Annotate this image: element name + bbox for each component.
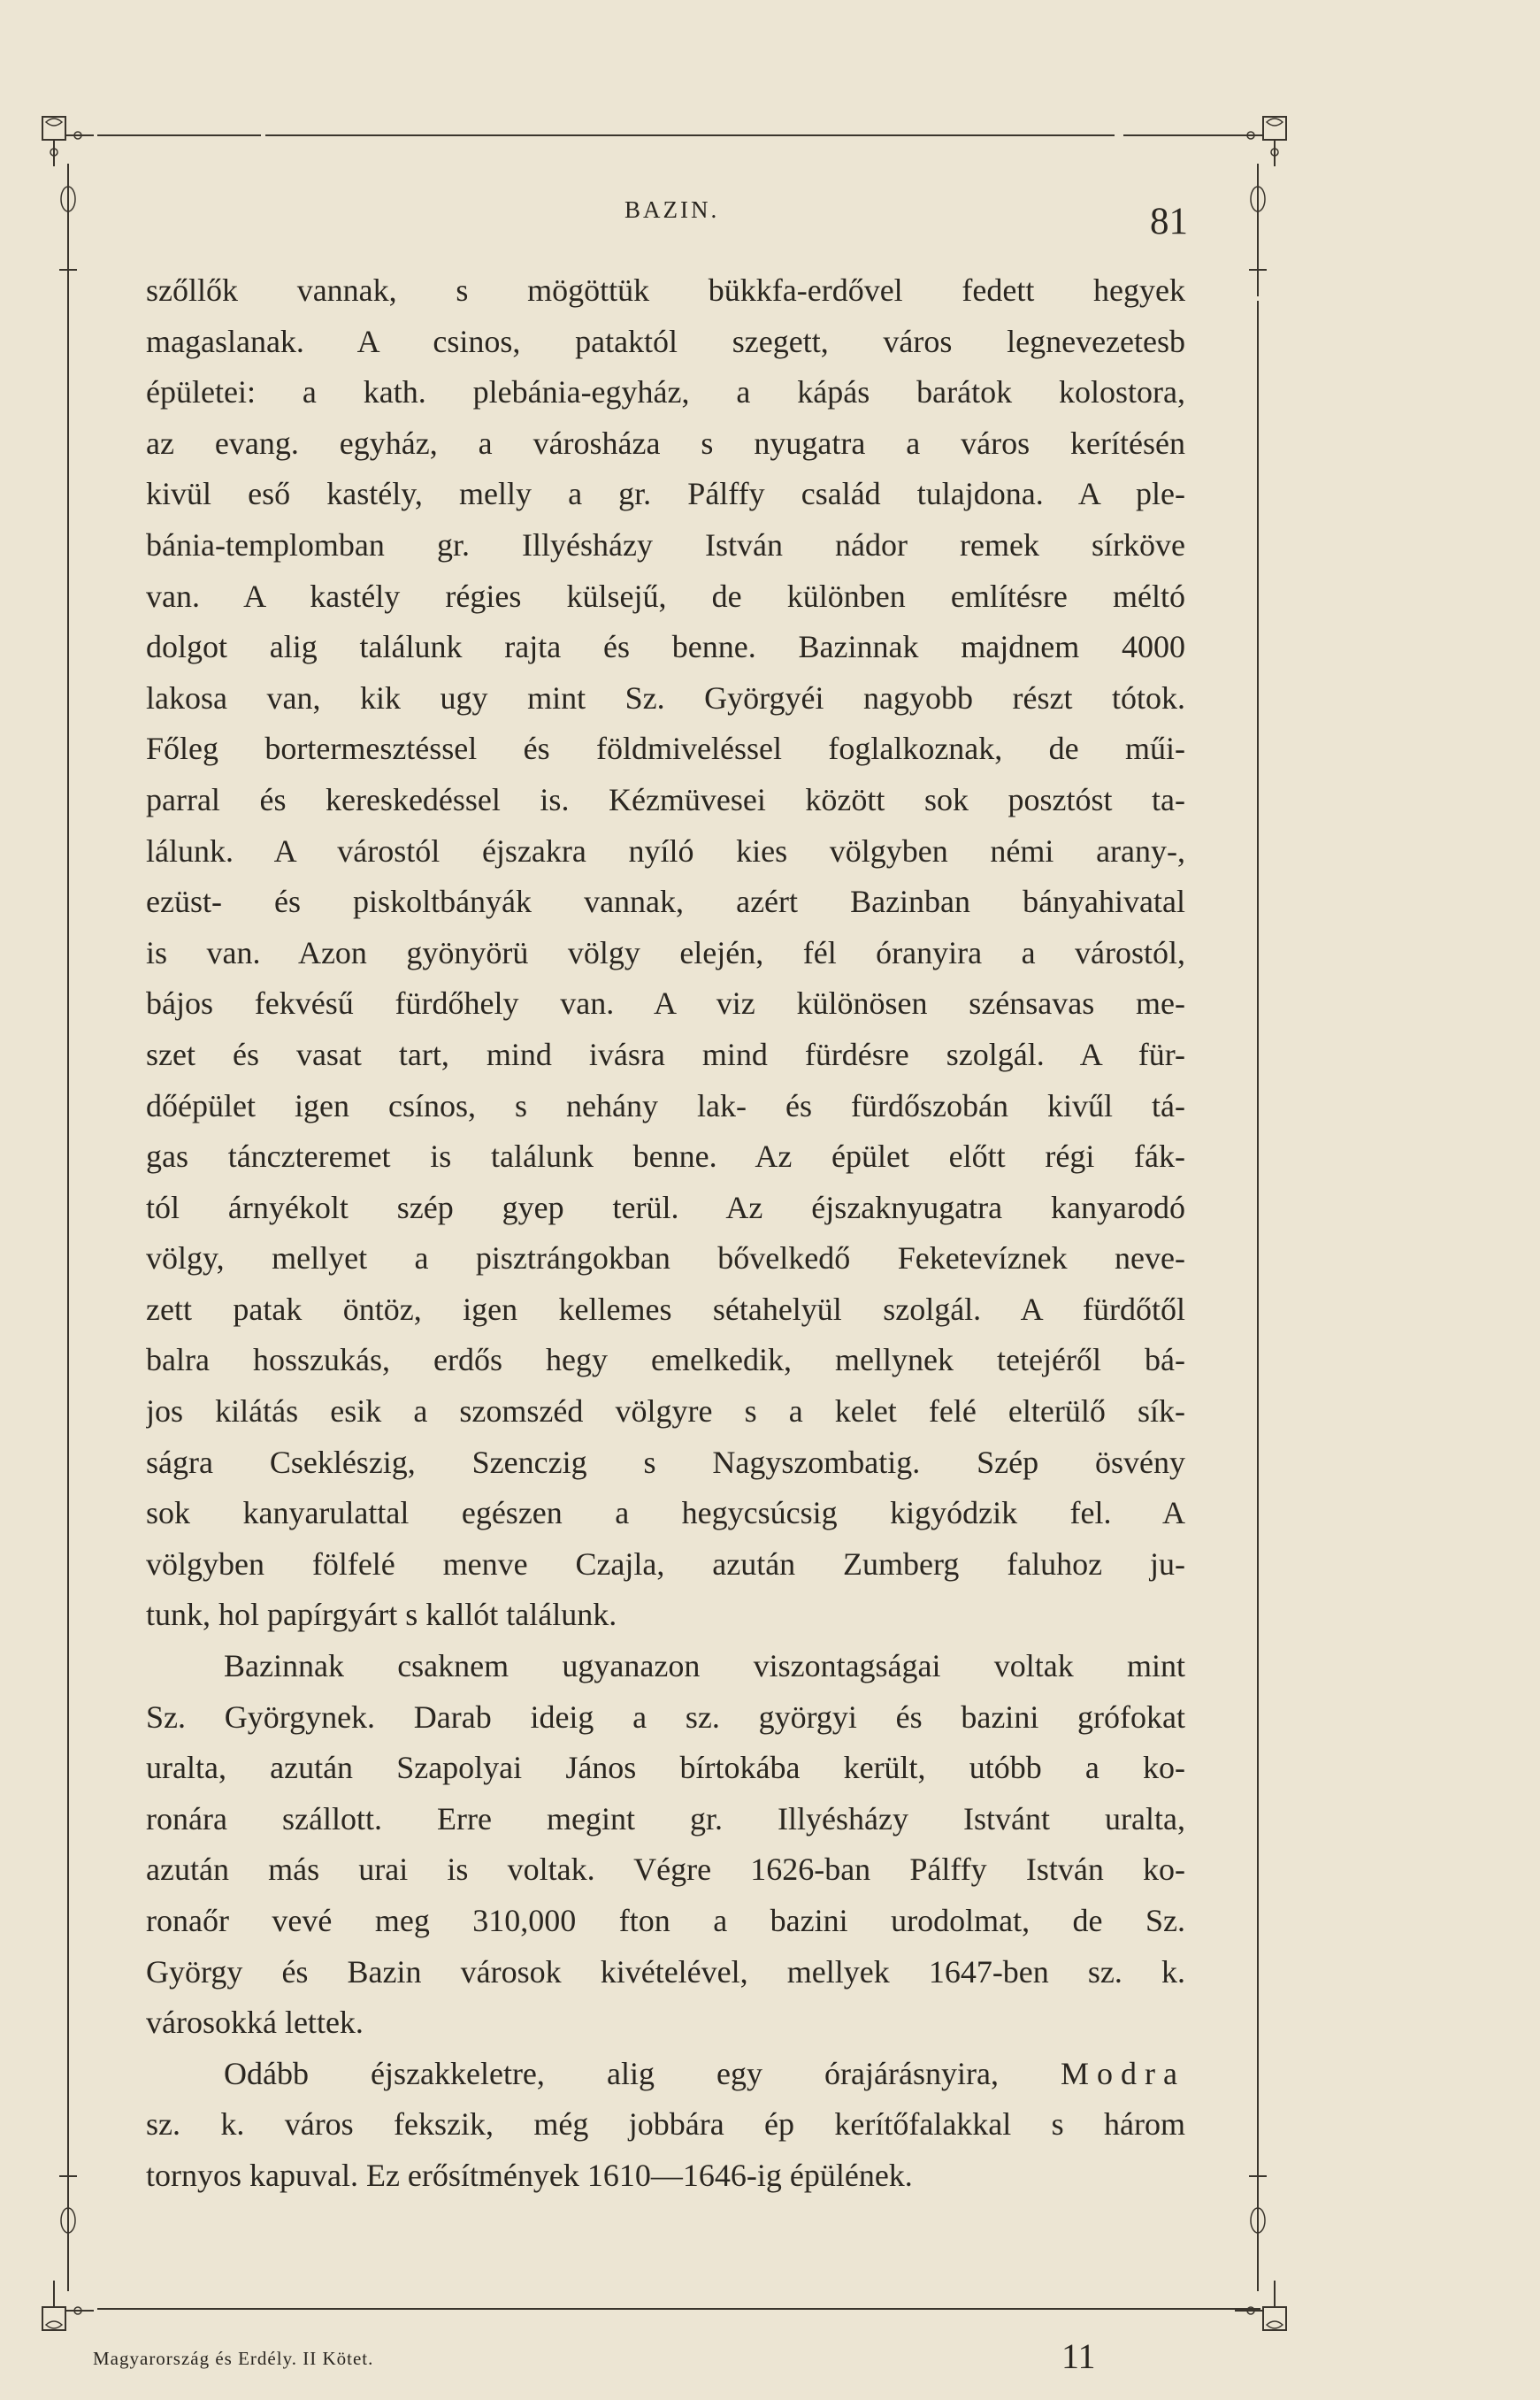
side-ornament-lower-left-icon: [57, 2158, 80, 2291]
text-line: ezüst- és piskoltbányák vannak, azért Bazinban bányahivatal: [146, 884, 1185, 920]
text-line: azután más urai is voltak. Végre 1626-ban Pálffy István ko-: [146, 1852, 1185, 1888]
text-line: parral és kereskedéssel is. Kézmüvesei között sok posztóst ta-: [146, 781, 1185, 817]
frame-top-rule: [265, 134, 1115, 136]
text-line: lálunk. A várostól éjszakra nyíló kies völgyben némi arany-,: [146, 832, 1185, 869]
text-line: Bazinnak csaknem ugyanazon viszontagságai voltak mint: [224, 1648, 1185, 1684]
text-line: ronaőr vevé meg 310,000 fton a bazini urodolmat, de Sz.: [146, 1903, 1185, 1938]
text-line: sok kanyarulattal egészen a hegycsúcsig kigyódzik fel. A: [146, 1495, 1185, 1531]
text-line: gas tánczteremet is találunk benne. Az épület előtt régi fák-: [146, 1139, 1185, 1175]
text-line: dőépület igen csínos, s nehány lak- és fürdőszobán kivűl tá-: [146, 1087, 1185, 1123]
page-header: [0, 188, 1540, 241]
text-line: György és Bazin városok kivételével, mellyek 1647-ben sz. k.: [146, 1953, 1185, 1990]
text-line: épületei: a kath. plebánia-egyház, a kápás barátok kolostora,: [146, 374, 1185, 410]
text-line: sz. k. város fekszik, még jobbára ép kerítőfalakkal s három: [146, 2106, 1185, 2143]
text-line: lakosa van, kik ugy mint Sz. Györgyéi nagyobb részt tótok.: [146, 679, 1185, 716]
corner-ornament-top-left-icon: [39, 111, 94, 166]
text-line: is van. Azon gyönyörü völgy elején, fél óranyira a várostól,: [146, 934, 1185, 970]
page-footer: [93, 2335, 1154, 2388]
text-line-segment: Odább éjszakkeletre, alig egy órajárásnyira,: [224, 2055, 999, 2091]
text-line: jos kilátás esik a szomszéd völgyre s a kelet felé elterülő sík-: [146, 1393, 1185, 1430]
sheet-number: 11: [1061, 2336, 1096, 2376]
text-line: van. A kastély régies külsejű, de különben említésre méltó: [146, 578, 1185, 614]
frame-right-rule: [1257, 301, 1259, 2176]
text-line: Sz. Györgynek. Darab ideig a sz. györgyi és bazini grófokat: [146, 1698, 1185, 1735]
text-line: tornyos kapuval. Ez erősítmények 1610—1646-ig épülének.: [146, 2157, 913, 2193]
text-line: bájos fekvésű fürdőhely van. A viz különösen szénsavas me-: [146, 985, 1185, 1022]
text-line: bánia-templomban gr. Illyésházy István nádor remek sírköve: [146, 526, 1185, 563]
body-text: [146, 265, 1185, 2202]
text-line: zett patak öntöz, igen kellemes sétahelyül szolgál. A fürdőtől: [146, 1291, 1185, 1327]
text-line: tól árnyékolt szép gyep terül. Az éjszaknyugatra kanyarodó: [146, 1189, 1185, 1225]
frame-top-rule-left: [97, 134, 261, 136]
running-title: BAZIN.: [624, 196, 720, 223]
page-number: 81: [1150, 201, 1188, 242]
text-line: tunk, hol papírgyárt s kallót találunk.: [146, 1597, 617, 1633]
text-line: kivül eső kastély, melly a gr. Pálffy család tulajdona. A ple-: [146, 476, 1185, 512]
text-line: uralta, azután Szapolyai János bírtokába került, utóbb a ko-: [146, 1750, 1185, 1786]
side-ornament-lower-right-icon: [1246, 2158, 1269, 2291]
text-line: [146, 2049, 1185, 2100]
town-name-modra: Modra: [1061, 2055, 1185, 2091]
text-line: szőllők vannak, s mögöttük bükkfa-erdővel fedett hegyek: [146, 272, 1185, 308]
text-line: völgy, mellyet a pisztrángokban bővelkedő Feketevíznek neve-: [146, 1240, 1185, 1277]
text-line: városokká lettek.: [146, 2005, 364, 2041]
text-line: az evang. egyház, a városháza s nyugatra a város kerítésén: [146, 425, 1185, 461]
text-line: Főleg bortermesztéssel és földmiveléssel foglalkoznak, de műi-: [146, 731, 1185, 767]
corner-ornament-top-right-icon: [1235, 111, 1290, 166]
text-line: ronára szállott. Erre megint gr. Illyésházy Istvánt uralta,: [146, 1800, 1185, 1836]
signature-line: Magyarország és Erdély. II Kötet.: [93, 2348, 374, 2369]
frame-bottom-rule-main: [97, 2308, 1260, 2310]
text-line: balra hosszukás, erdős hegy emelkedik, mellynek tetejéről bá-: [146, 1342, 1185, 1378]
text-line: magaslanak. A csinos, pataktól szegett, város legnevezetesb: [146, 323, 1185, 359]
text-line: szet és vasat tart, mind ivásra mind fürdésre szolgál. A für-: [146, 1036, 1185, 1072]
text-line: dolgot alig találunk rajta és benne. Bazinnak majdnem 4000: [146, 629, 1185, 665]
frame-left-rule: [67, 274, 69, 2203]
text-line: völgyben fölfelé menve Czajla, azután Zumberg faluhoz ju-: [146, 1545, 1185, 1582]
text-line: ságra Cseklészig, Szenczig s Nagyszombatig. Szép ösvény: [146, 1444, 1185, 1480]
